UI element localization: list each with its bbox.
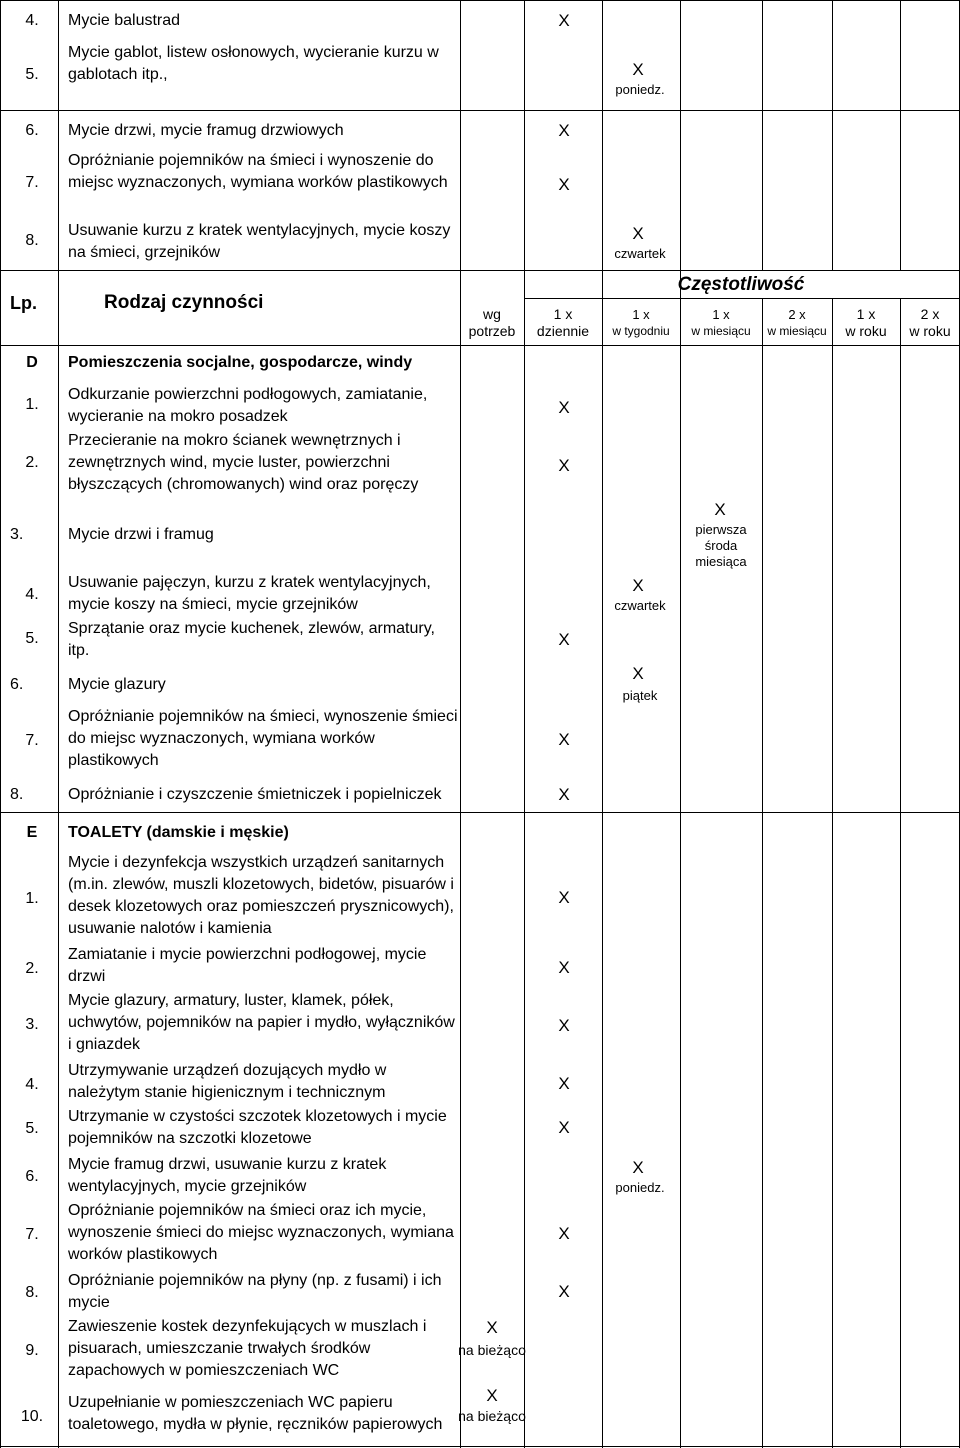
- daily-mark: X: [558, 1074, 570, 1093]
- activity-text: Utrzymywanie urządzeń dozujących mydło w należytym stanie higienicznym i technicznym: [68, 1062, 387, 1101]
- daily-mark: X: [558, 456, 570, 475]
- activity-text: Opróżnianie pojemników na śmieci oraz ich mycie, wynoszenie śmieci do miejsc wyznaczonych, wymiana worków plastikowych: [68, 1202, 454, 1263]
- section-title: Pomieszczenia socjalne, gospodarcze, windy: [68, 354, 413, 371]
- row-number: 8.: [25, 232, 39, 249]
- row-number: 6.: [25, 122, 39, 139]
- weekday-note: czwartek: [614, 598, 666, 613]
- weekly-mark: X: [632, 576, 644, 595]
- header-col-bottom: w roku: [845, 323, 887, 339]
- row-number: 4.: [25, 12, 39, 29]
- as-needed-mark: X: [486, 1386, 498, 1405]
- activity-text: Zawieszenie kostek dezynfekujących w muszlach i pisuarach, umieszczanie trwałych środków zapachowych w pomieszczeniach WC: [68, 1318, 427, 1379]
- row-number: 5.: [25, 630, 39, 647]
- row-number: 6.: [10, 676, 24, 693]
- section-letter: E: [26, 824, 38, 841]
- weekday-note: piątek: [622, 688, 658, 703]
- header-col-top: 2 x: [788, 307, 806, 322]
- daily-mark: X: [558, 785, 570, 804]
- activity-text: Utrzymanie w czystości szczotek klozetowych i mycie pojemników na szczotki klozetowe: [68, 1108, 447, 1147]
- header-col-top: 1 x: [856, 306, 876, 322]
- as-needed-note: na bieżąco: [458, 1408, 526, 1424]
- activity-text: Usuwanie kurzu z kratek wentylacyjnych, mycie koszy na śmieci, grzejników: [68, 222, 451, 261]
- daily-mark: X: [558, 958, 570, 977]
- activity-text: Mycie balustrad: [68, 12, 181, 29]
- row-number: 9.: [25, 1342, 39, 1359]
- row-number: 3.: [10, 526, 24, 543]
- row-number: 10.: [20, 1408, 44, 1425]
- header-activity: Rodzaj czynności: [104, 292, 264, 313]
- weekday-note: poniedz.: [615, 82, 665, 97]
- row-number: 8.: [10, 786, 24, 803]
- activity-text: Sprzątanie oraz mycie kuchenek, zlewów, armatury, itp.: [68, 620, 435, 659]
- activity-text: Mycie gablot, listew osłonowych, wycieranie kurzu w gablotach itp.,: [68, 44, 439, 83]
- daily-mark: X: [558, 630, 570, 649]
- row-number: 7.: [25, 174, 39, 191]
- daily-mark: X: [558, 1118, 570, 1137]
- header-col-bottom: w tygodniu: [612, 324, 670, 338]
- activity-text: Mycie drzwi, mycie framug drzwiowych: [68, 122, 344, 139]
- row-number: 6.: [25, 1168, 39, 1185]
- section-title: TOALETY (damskie i męskie): [68, 824, 289, 841]
- row-number: 7.: [25, 1226, 39, 1243]
- activity-text: Zamiatanie i mycie powierzchni podłogowej, mycie drzwi: [68, 946, 427, 985]
- activity-text: Mycie glazury, armatury, luster, klamek, półek, uchwytów, pojemników na papier i mydło, wyłączników i gniazdek: [68, 992, 455, 1053]
- weekday-note: czwartek: [614, 246, 666, 261]
- section-letter: D: [26, 354, 38, 371]
- row-number: 2.: [25, 960, 39, 977]
- daily-mark: X: [558, 11, 570, 30]
- activity-text: Opróżnianie pojemników na śmieci i wynoszenie do miejsc wyznaczonych, wymiana worków plastikowych: [68, 152, 448, 191]
- row-number: 8.: [25, 1284, 39, 1301]
- monthly-mark: X: [714, 500, 726, 519]
- header-col-top: 1 x: [632, 307, 650, 322]
- activity-text: Mycie drzwi i framug: [68, 526, 214, 543]
- activity-text: Odkurzanie powierzchni podłogowych, zamiatanie, wycieranie na mokro posadzek: [68, 386, 428, 425]
- header-frequency: Częstotliwość: [677, 274, 805, 295]
- header-col-top: 2 x: [920, 306, 940, 322]
- activity-text: Mycie framug drzwi, usuwanie kurzu z kratek wentylacyjnych, mycie grzejników: [68, 1156, 387, 1195]
- activity-text: Przecieranie na mokro ścianek wewnętrznych i zewnętrznych wind, mycie luster, powierzchni błyszczących (chromowanych) wind oraz poręczy: [68, 432, 419, 493]
- monthly-note: pierwsza środa miesiąca: [695, 522, 747, 569]
- header-col-top: 1 x: [553, 306, 573, 322]
- weekly-mark: X: [632, 1158, 644, 1177]
- daily-mark: X: [558, 1016, 570, 1035]
- as-needed-mark: X: [486, 1318, 498, 1337]
- header-col-bottom: w miesiącu: [767, 324, 827, 338]
- row-number: 4.: [25, 1076, 39, 1093]
- activity-text: Mycie i dezynfekcja wszystkich urządzeń sanitarnych (m.in. zlewów, muszli klozetowych, bidetów, pisuarów i desek klozetowych oraz pomieszczeń prysznicowych), usuwanie nalotów i kamienia: [68, 854, 454, 937]
- row-number: 5.: [25, 1120, 39, 1137]
- row-number: 5.: [25, 66, 39, 83]
- activity-text: Opróżnianie pojemników na śmieci, wynoszenie śmieci do miejsc wyznaczonych, wymiana worków plastikowych: [68, 708, 458, 769]
- weekly-mark: X: [632, 60, 644, 79]
- activity-text: Opróżnianie i czyszczenie śmietniczek i popielniczek: [68, 786, 442, 803]
- row-number: 7.: [25, 732, 39, 749]
- activity-text: Uzupełnianie w pomieszczeniach WC papieru toaletowego, mydła w płynie, ręczników papierowych: [68, 1394, 443, 1433]
- row-number: 1.: [25, 396, 39, 413]
- header-col-bottom: w roku: [909, 323, 951, 339]
- activity-text: Usuwanie pajęczyn, kurzu z kratek wentylacyjnych, mycie koszy na śmieci, mycie grzejników: [68, 574, 431, 613]
- daily-mark: X: [558, 888, 570, 907]
- daily-mark: X: [558, 730, 570, 749]
- activity-text: Opróżnianie pojemników na płyny (np. z fusami) i ich mycie: [68, 1272, 442, 1311]
- row-number: 1.: [25, 890, 39, 907]
- header-col-bottom: potrzeb: [468, 323, 516, 339]
- daily-mark: X: [558, 1282, 570, 1301]
- row-number: 4.: [25, 586, 39, 603]
- daily-mark: X: [558, 1224, 570, 1243]
- daily-mark: X: [558, 398, 570, 417]
- header-col-bottom: dziennie: [536, 323, 590, 339]
- daily-mark: X: [558, 175, 570, 194]
- daily-mark: X: [558, 121, 570, 140]
- activity-text: Mycie glazury: [68, 676, 166, 693]
- header-col-bottom: w miesiącu: [691, 324, 751, 338]
- weekly-mark: X: [632, 224, 644, 243]
- weekday-note: poniedz.: [615, 1180, 665, 1195]
- header-col-top: 1 x: [712, 307, 730, 322]
- weekly-mark: X: [632, 664, 644, 683]
- row-number: 3.: [25, 1016, 39, 1033]
- row-number: 2.: [25, 454, 39, 471]
- header-col-top: wg: [483, 306, 501, 322]
- as-needed-note: na bieżąco: [458, 1342, 526, 1358]
- header-lp: Lp.: [10, 293, 37, 313]
